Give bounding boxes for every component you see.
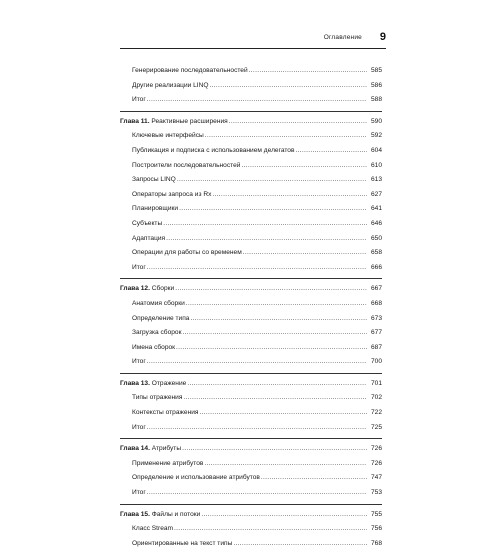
toc-entry[interactable]: Другие реализации LINQ ..... 586: [120, 79, 382, 94]
toc-entry[interactable]: Генерирование последовательностей ..... 585: [120, 64, 382, 79]
toc-group-continued: [120, 64, 382, 112]
toc-entry[interactable]: Класс Stream ..... 756: [120, 522, 382, 537]
toc-group-chapter-11: [120, 115, 382, 280]
chapter-number: Глава 15.: [120, 510, 150, 518]
toc-group-chapter-14: [120, 442, 382, 504]
chapter-title: Файлы и потоки: [151, 510, 201, 518]
toc-entry[interactable]: Определение типа ..... 673: [120, 312, 382, 327]
chapter-number: Глава 13.: [120, 379, 150, 387]
toc-chapter-heading[interactable]: Глава 14. Атрибуты ..... 726: [120, 442, 382, 457]
toc-group-chapter-12: [120, 282, 382, 374]
chapter-number: Глава 14.: [120, 445, 150, 453]
toc-entry[interactable]: Итог ..... 666: [120, 261, 382, 276]
toc-group-chapter-15: [120, 508, 382, 555]
toc-entry[interactable]: Построители последовательностей ..... 610: [120, 159, 382, 174]
chapter-title: Отражение: [151, 379, 187, 387]
chapter-title: Атрибуты: [151, 445, 182, 453]
page-number: 9: [379, 31, 386, 43]
toc-entry[interactable]: Операторы запроса из Rx ..... 627: [120, 188, 382, 203]
toc-entry[interactable]: Итог ..... 753: [120, 486, 382, 501]
toc-chapter-heading[interactable]: Глава 12. Сборки ..... 667: [120, 282, 382, 297]
toc-entry[interactable]: Ориентированные на текст типы ..... 768: [120, 537, 382, 552]
chapter-title: Реактивные расширения: [151, 117, 228, 125]
toc-chapter-heading[interactable]: Глава 13. Отражение ..... 701: [120, 377, 382, 392]
toc-group-chapter-13: [120, 377, 382, 439]
toc-entry[interactable]: Операции для работы со временем ..... 658: [120, 246, 382, 261]
header-title: Оглавление: [323, 34, 362, 41]
toc-entry[interactable]: Запросы LINQ ..... 613: [120, 173, 382, 188]
toc-chapter-heading[interactable]: Глава 11. Реактивные расширения ..... 590: [120, 115, 382, 130]
toc-entry[interactable]: Планировщики ..... 641: [120, 202, 382, 217]
toc-entry[interactable]: Итог ..... 700: [120, 355, 382, 370]
chapter-number: Глава 11.: [120, 117, 150, 125]
toc-entry[interactable]: Субъекты ..... 646: [120, 217, 382, 232]
toc-entry[interactable]: Адаптация ..... 650: [120, 232, 382, 247]
toc-entry[interactable]: Публикация и подписка с использованием делегатов ..... 604: [120, 144, 382, 159]
toc-entry[interactable]: Ключевые интерфейсы ..... 592: [120, 129, 382, 144]
toc-entry[interactable]: Итог ..... 725: [120, 421, 382, 436]
chapter-number: Глава 12.: [120, 285, 150, 293]
toc-entry[interactable]: Типы отражения ..... 702: [120, 391, 382, 406]
toc-entry[interactable]: Загрузка сборок ..... 677: [120, 326, 382, 341]
toc-chapter-heading[interactable]: Глава 15. Файлы и потоки ..... 755: [120, 508, 382, 523]
toc-entry[interactable]: Определение и использование атрибутов ..... 747: [120, 471, 382, 486]
page-header: [120, 32, 386, 49]
chapter-title: Сборки: [151, 285, 175, 293]
table-of-contents: [120, 64, 382, 557]
toc-entry[interactable]: Применение атрибутов ..... 726: [120, 457, 382, 472]
toc-entry[interactable]: Контексты отражения ..... 722: [120, 406, 382, 421]
toc-entry[interactable]: Итог ..... 588: [120, 93, 382, 108]
toc-entry[interactable]: Анатомия сборки ..... 668: [120, 297, 382, 312]
toc-entry[interactable]: Имена сборок ..... 687: [120, 341, 382, 356]
